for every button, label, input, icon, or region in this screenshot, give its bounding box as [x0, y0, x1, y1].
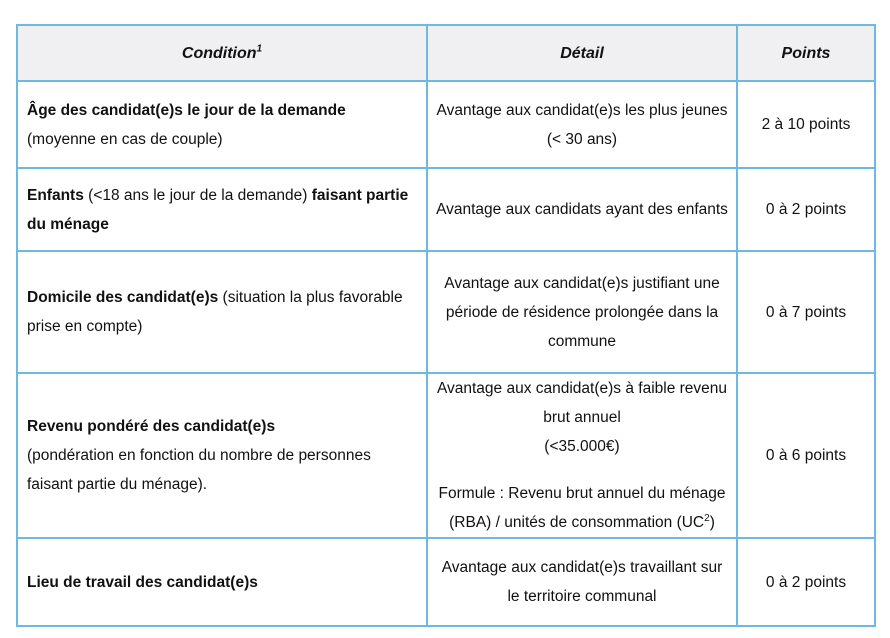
condition-title-continued: faisant partie du ménage	[27, 186, 409, 233]
condition-title: Revenu pondéré des candidat(e)s	[27, 418, 276, 435]
condition-title: Âge des candidat(e)s le jour de la demande	[27, 101, 346, 119]
points-cell: 0 à 2 points	[737, 538, 875, 626]
condition-note: (situation la plus favorable prise en compte)	[27, 289, 403, 335]
table-row	[17, 168, 875, 251]
table-row	[17, 373, 875, 538]
detail-cell: Avantage aux candidat(e)s travaillant sur le territoire communal	[427, 538, 737, 626]
detail-cell	[427, 373, 737, 538]
condition-note: (pondération en fonction du nombre de personnes faisant partie du ménage).	[27, 447, 371, 493]
detail-cell: Avantage aux candidats ayant des enfants	[427, 168, 737, 251]
footnote-marker: 1	[256, 43, 263, 55]
formula-end: )	[709, 514, 715, 531]
points-cell: 0 à 6 points	[737, 373, 875, 538]
detail-text: Avantage aux candidat(e)s à faible revenu brut annuel	[436, 380, 728, 426]
header-condition	[17, 25, 427, 81]
table-row	[17, 538, 875, 626]
condition-cell	[17, 373, 427, 538]
condition-cell	[17, 251, 427, 373]
table-row	[17, 251, 875, 373]
condition-title: Domicile des candidat(e)s	[27, 289, 219, 306]
points-cell: 2 à 10 points	[737, 81, 875, 168]
footnote-marker: 2	[704, 512, 710, 524]
points-cell: 0 à 2 points	[737, 168, 875, 251]
income-threshold: (<35.000€)	[544, 438, 620, 455]
header-detail: Détail	[427, 25, 737, 81]
condition-cell	[17, 168, 427, 251]
header-condition-label: Condition	[181, 44, 257, 62]
condition-cell	[17, 81, 427, 168]
condition-title: Enfants	[27, 186, 84, 204]
criteria-table	[16, 24, 876, 627]
condition-title: Lieu de travail des candidat(e)s	[27, 573, 258, 591]
detail-cell: Avantage aux candidat(e)s les plus jeunes (< 30 ans)	[427, 81, 737, 168]
header-points: Points	[737, 25, 875, 81]
header-row	[17, 25, 875, 81]
table-row	[17, 81, 875, 168]
condition-note: (<18 ans le jour de la demande)	[88, 186, 308, 204]
condition-cell	[17, 538, 427, 626]
points-cell: 0 à 7 points	[737, 251, 875, 373]
detail-cell: Avantage aux candidat(e)s justifiant une période de résidence prolongée dans la commune	[427, 251, 737, 373]
formula-text: Formule : Revenu brut annuel du ménage (RBA) / unités de consommation (UC	[438, 485, 726, 531]
condition-note: (moyenne en cas de couple)	[27, 130, 223, 148]
